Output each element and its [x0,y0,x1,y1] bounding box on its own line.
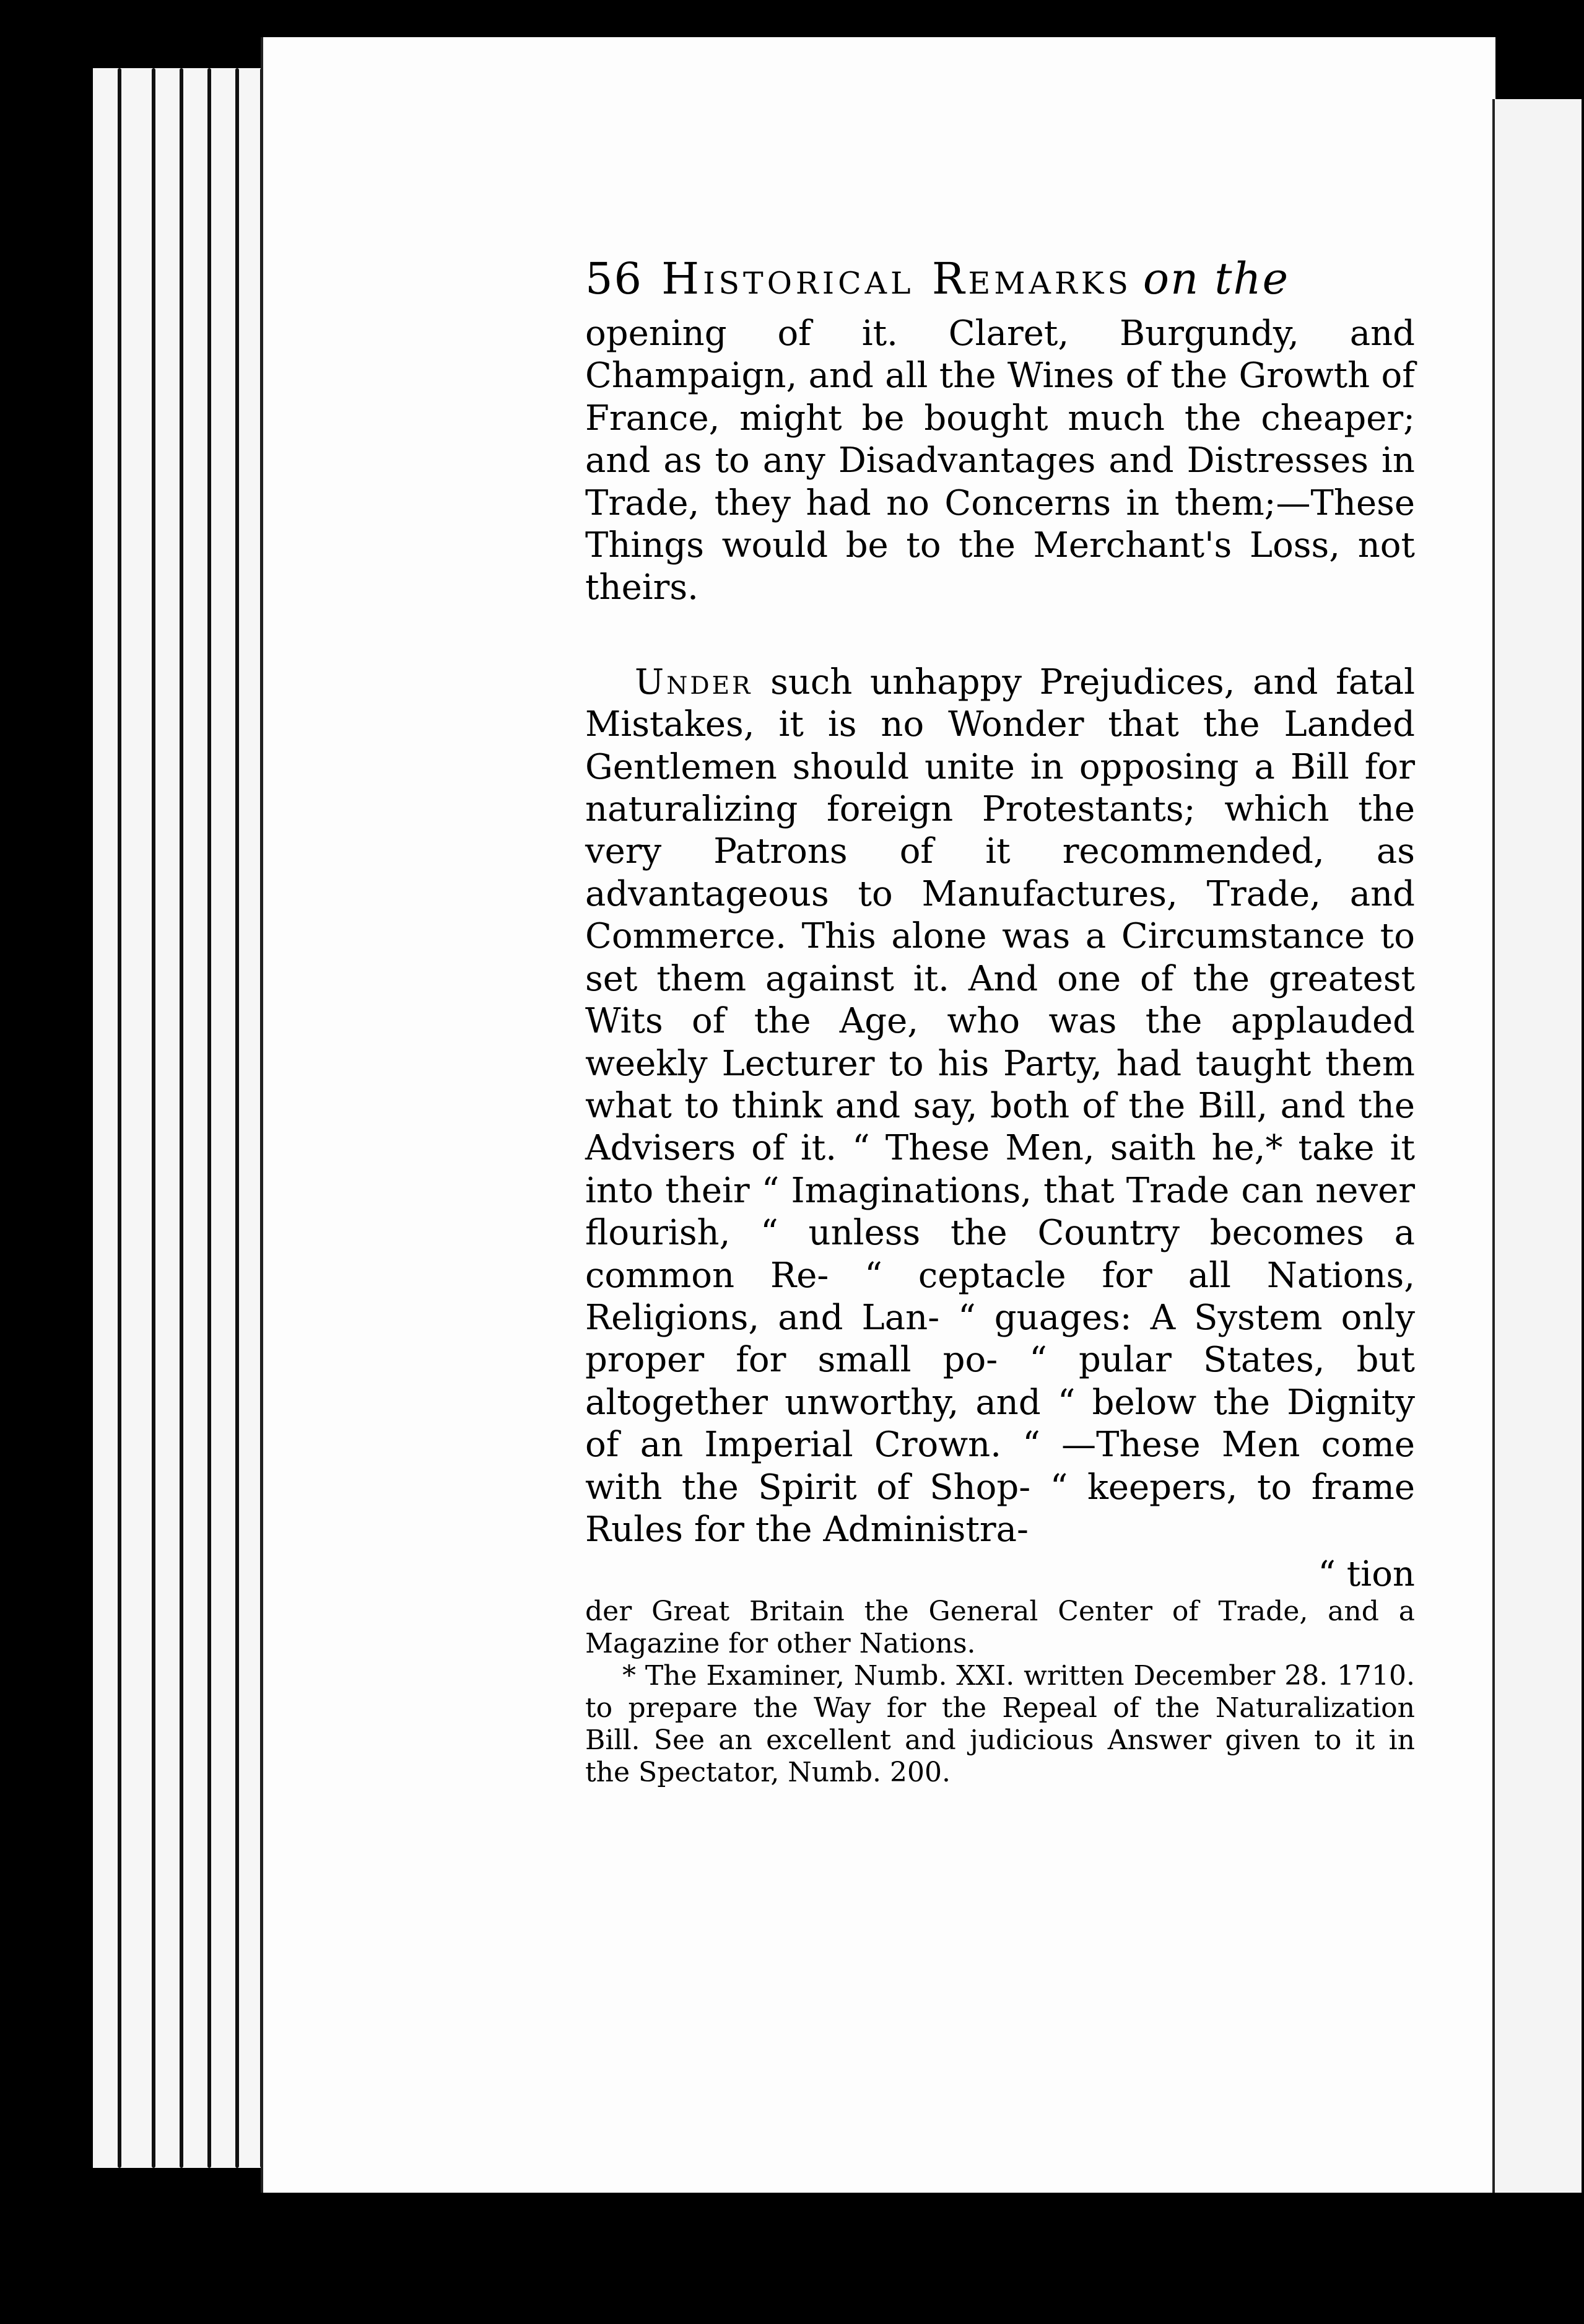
paragraph-2-text: such unhappy Prejudices, and fatal Mistakes, it is no Wonder that the Landed Gentlemen should unite in opposing a Bill for naturalizing foreign Protestants; which the very Patrons of it recommended, as advantageous to Manufactures, Trade, and Commerce. This alone was a Circumstance to set them against it. And one of the greatest Wits of the Age, who was the applauded weekly Lecturer to his Party, had taught them what to think and say, both of the Bill, and the Advisers of it. “ These Men, saith he,* take it into their “ Imaginations, that Trade can never flourish, “ unless the Country becomes a common Re- “ ceptacle for all Nations, Religions, and Lan- “ guages: A System only proper for small po- “ pular States, but altogether unworthy, and “ below the Dignity of an Imperial Crown. “ —These Men come with the Spirit of Shop- “ keepers, to frame Rules for the Administra- [585,662,1416,1550]
paragraph-2 [585,662,1415,1552]
running-head-italic: on the [1142,253,1290,304]
page-edge-line [207,68,211,2168]
catchword: “ tion [1318,1554,1415,1595]
running-head [585,251,1415,307]
page-number: 56 [585,253,643,304]
paragraph-2-lead: Under [635,662,753,702]
facing-page-edge [1492,99,1582,2193]
footnotes [585,1596,1415,1789]
page-edge-line [152,68,155,2168]
running-head-title: Historical Remarks [661,253,1132,304]
page-text [585,251,1415,1789]
page-edge-line [235,68,239,2168]
footnote-examiner: * The Examiner, Numb. XXI. written December 28. 1710. to prepare the Way for the Repeal of the Naturalization Bill. See an excellent and judicious Answer given to it in the Spectator, Numb. 200. [585,1660,1415,1789]
paragraph-1: opening of it. Claret, Burgundy, and Champaign, and all the Wines of the Growth of France, might be bought much the cheaper; and as to any Disadvantages and Distresses in Trade, they had no Concerns in them;—These Things would be to the Merchant's Loss, not theirs. [585,313,1415,608]
page-edges [93,68,285,2168]
page-edge-line [180,68,183,2168]
footnote-continued: der Great Britain the General Center of Trade, and a Magazine for other Nations. [585,1596,1415,1660]
page-edge-line [118,68,121,2168]
